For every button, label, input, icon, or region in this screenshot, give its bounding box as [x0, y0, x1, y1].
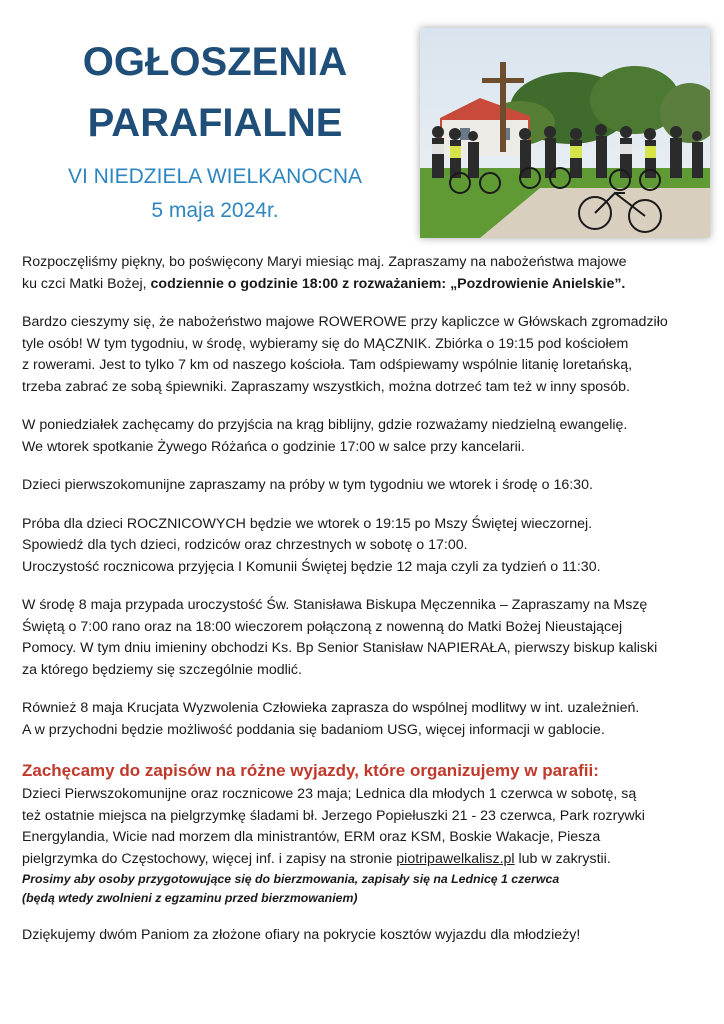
parish-website-link[interactable]: piotripawelkalisz.pl [396, 850, 515, 867]
text-line-mixed [22, 274, 706, 296]
note-line: (będą wtedy zwolnieni z egzaminu przed bierzmowaniem) [22, 891, 358, 905]
text-line: Spowiedź dla tych dzieci, rodziców oraz chrzestnych w sobotę o 17:00. [22, 537, 468, 553]
announcement-may-devotions [22, 252, 706, 295]
text-line: W poniedziałek zachęcamy do przyjścia na krąg biblijny, gdzie rozważamy niedzielną ewangelię. [22, 417, 628, 433]
text-line: Bardzo cieszymy się, że nabożeństwo majowe ROWEROWE przy kapliczce w Główskach zgromadziło [22, 314, 668, 330]
note-line: Prosimy aby osoby przygotowujące się do bierzmowania, zapisały się na Lednicę 1 czerwca [22, 872, 560, 886]
text-line-with-link [22, 849, 706, 871]
group-photo [420, 28, 710, 238]
text-line: Rozpoczęliśmy piękny, bo poświęcony Maryi miesiąc maj. Zapraszamy na nabożeństwa majowe [22, 254, 627, 270]
thanks-note [22, 925, 706, 947]
confirmation-note [22, 870, 706, 908]
text-line: Dziękujemy dwóm Paniom za złożone ofiary na pokrycie kosztów wyjazdu dla młodzieży! [22, 927, 581, 943]
text-line: Pomocy. W tym dniu imieniny obchodzi Ks. Bp Senior Stanisław NAPIERAŁA, pierwszy biskup kaliski [22, 640, 658, 656]
text-line: Świętą o 7:00 rano oraz na 18:00 wieczorem połączoną z nowenną do Matki Bożej Nieustającej [22, 618, 623, 635]
text-line: Próba dla dzieci ROCZNICOWYCH będzie we wtorek o 19:15 po Mszy Świętej wieczornej. [22, 515, 593, 532]
subtitle-date: 5 maja 2024r. [151, 199, 279, 222]
announcement-bike-devotion [22, 312, 706, 398]
trips-heading: Zachęcamy do zapisów na różne wyjazdy, które organizujemy w parafii: [22, 761, 599, 780]
announcement-st-stanislaus [22, 595, 706, 681]
text-line: W środę 8 maja przypada uroczystość Św. Stanisława Biskupa Męczennika – Zapraszamy na Mszę [22, 597, 648, 613]
text-line: Dzieci Pierwszokomunijne oraz rocznicowe 23 maja; Lednica dla młodych 1 czerwca w sobotę, są [22, 786, 637, 802]
announcement-anniversary [22, 514, 706, 579]
text-line: tyle osób! W tym tygodniu, w środę, wybieramy się do MĄCZNIK. Zbiórka o 19:15 pod kościołem [22, 335, 629, 352]
text-line: za którego będziemy się szczególnie modlić. [22, 661, 302, 678]
page-title-line2: PARAFIALNE [87, 101, 343, 145]
text-bold-fragment: codziennie o godzinie 18:00 z rozważaniem: „Pozdrowienie Anielskie”. [150, 275, 626, 292]
page-title-line1: OGŁOSZENIA [82, 40, 348, 84]
announcement-crusade [22, 698, 706, 741]
text-line: A w przychodni będzie możliwość poddania się badaniom USG, więcej informacji w gablocie. [22, 721, 605, 738]
text-line: Uroczystość rocznicowa przyjęcia I Komunii Świętej będzie 12 maja czyli za tydzień o 11:30. [22, 558, 601, 575]
group-photo-illustration [420, 28, 710, 238]
text-line: Również 8 maja Krucjata Wyzwolenia Człowieka zaprasza do wspólnej modlitwy w int. uzależnień. [22, 700, 640, 716]
announcement-communion-rehearsal [22, 475, 706, 497]
text-line: Energylandia, Wicie nad morzem dla ministrantów, ERM oraz KSM, Boskie Wakacje, Piesza [22, 829, 601, 845]
text-line: trzeba zabrać ze sobą śpiewniki. Zapraszamy wszystkich, można dotrzeć tam też w inny sposób. [22, 378, 630, 395]
subtitle-sunday: VI NIEDZIELA WIELKANOCNA [67, 165, 363, 188]
announcement-trips [22, 784, 706, 870]
announcement-bible-circle [22, 415, 706, 458]
text-fragment: ku czci Matki Bożej, [22, 275, 151, 292]
text-line: Dzieci pierwszokomunijne zapraszamy na próby w tym tygodniu we wtorek i środę o 16:30. [22, 477, 593, 493]
text-line: z rowerami. Jest to tylko 7 km od naszego kościoła. Tam odśpiewamy wspólnie litanię loretańską, [22, 357, 633, 373]
text-line: też ostatnie miejsca na pielgrzymkę śladami bł. Jerzego Popiełuszki 21 - 23 czerwca, Park rozrywki [22, 807, 645, 824]
text-line: We wtorek spotkanie Żywego Różańca o godzinie 17:00 w salce przy kancelarii. [22, 438, 525, 455]
text-fragment: pielgrzymka do Częstochowy, więcej inf. i zapisy na stronie [22, 850, 397, 867]
announcements-body [22, 252, 706, 964]
text-fragment: lub w zakrystii. [514, 850, 611, 867]
